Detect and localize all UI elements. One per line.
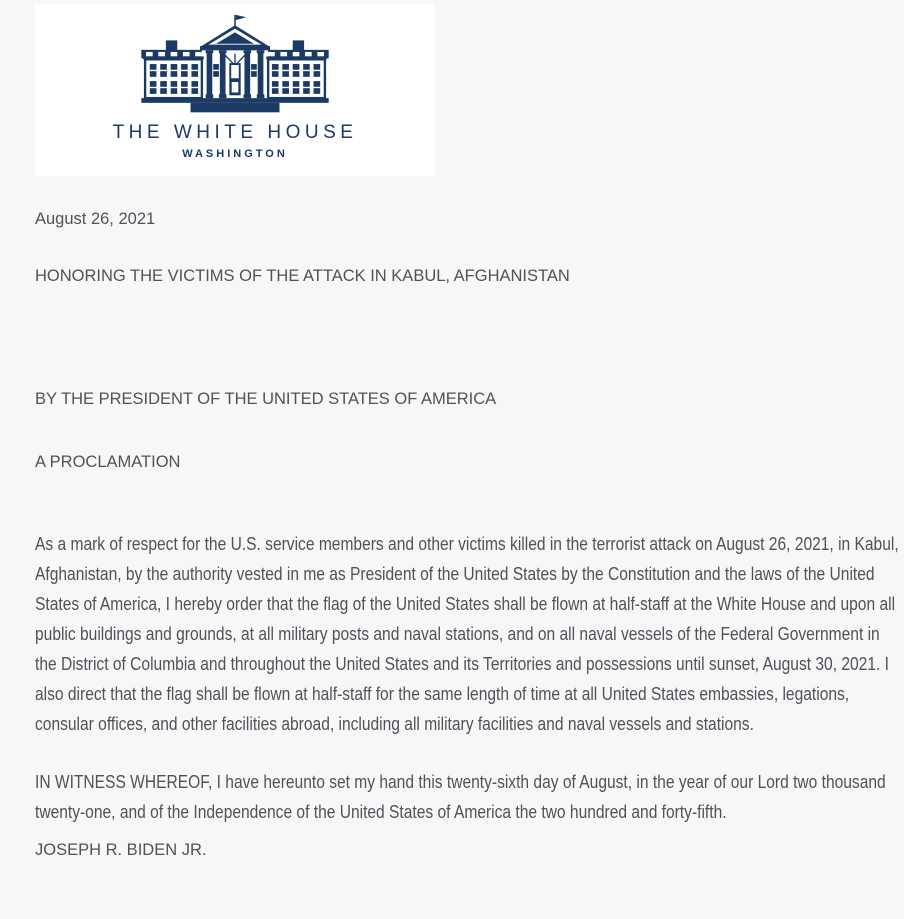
- proclamation-label: A PROCLAMATION: [35, 453, 181, 471]
- proclamation-content: [35, 176, 901, 860]
- signature-line: JOSEPH R. BIDEN JR.: [35, 841, 207, 859]
- proclamation-paragraph: As a mark of respect for the U.S. service members and other victims killed in the terrorist attack on August 26, 2021, in Kabul, Afghanistan, by the authority vested in me as President of the United States by the Constitution and the laws of the United States of America, I hereby order that the flag of the United States shall be flown at half-staff at the White House and upon all public buildings and grounds, at all military posts and naval stations, and on all naval vessels of the Federal Government in the District of Columbia and throughout the United States and its Territories and possessions until sunset, August 30, 2021. I also direct that the flag shall be flown at half-staff for the same length of time at all United States embassies, legations, consular offices, and other facilities abroad, including all military facilities and naval vessels and stations.: [35, 534, 899, 734]
- white-house-icon: [130, 12, 340, 118]
- white-house-logo-card: [35, 4, 435, 176]
- document-byline: BY THE PRESIDENT OF THE UNITED STATES OF AMERICA: [35, 390, 497, 408]
- document-date: August 26, 2021: [35, 210, 156, 228]
- witness-paragraph: IN WITNESS WHEREOF, I have hereunto set my hand this twenty-sixth day of August, in the year of our Lord two thousand twenty-one, and of the Independence of the United States of America the two hundred and forty-fifth.: [35, 772, 886, 822]
- logo-title: THE WHITE HOUSE: [112, 122, 358, 143]
- logo-subtitle: WASHINGTON: [182, 148, 288, 160]
- document-title: HONORING THE VICTIMS OF THE ATTACK IN KABUL, AFGHANISTAN: [35, 267, 570, 285]
